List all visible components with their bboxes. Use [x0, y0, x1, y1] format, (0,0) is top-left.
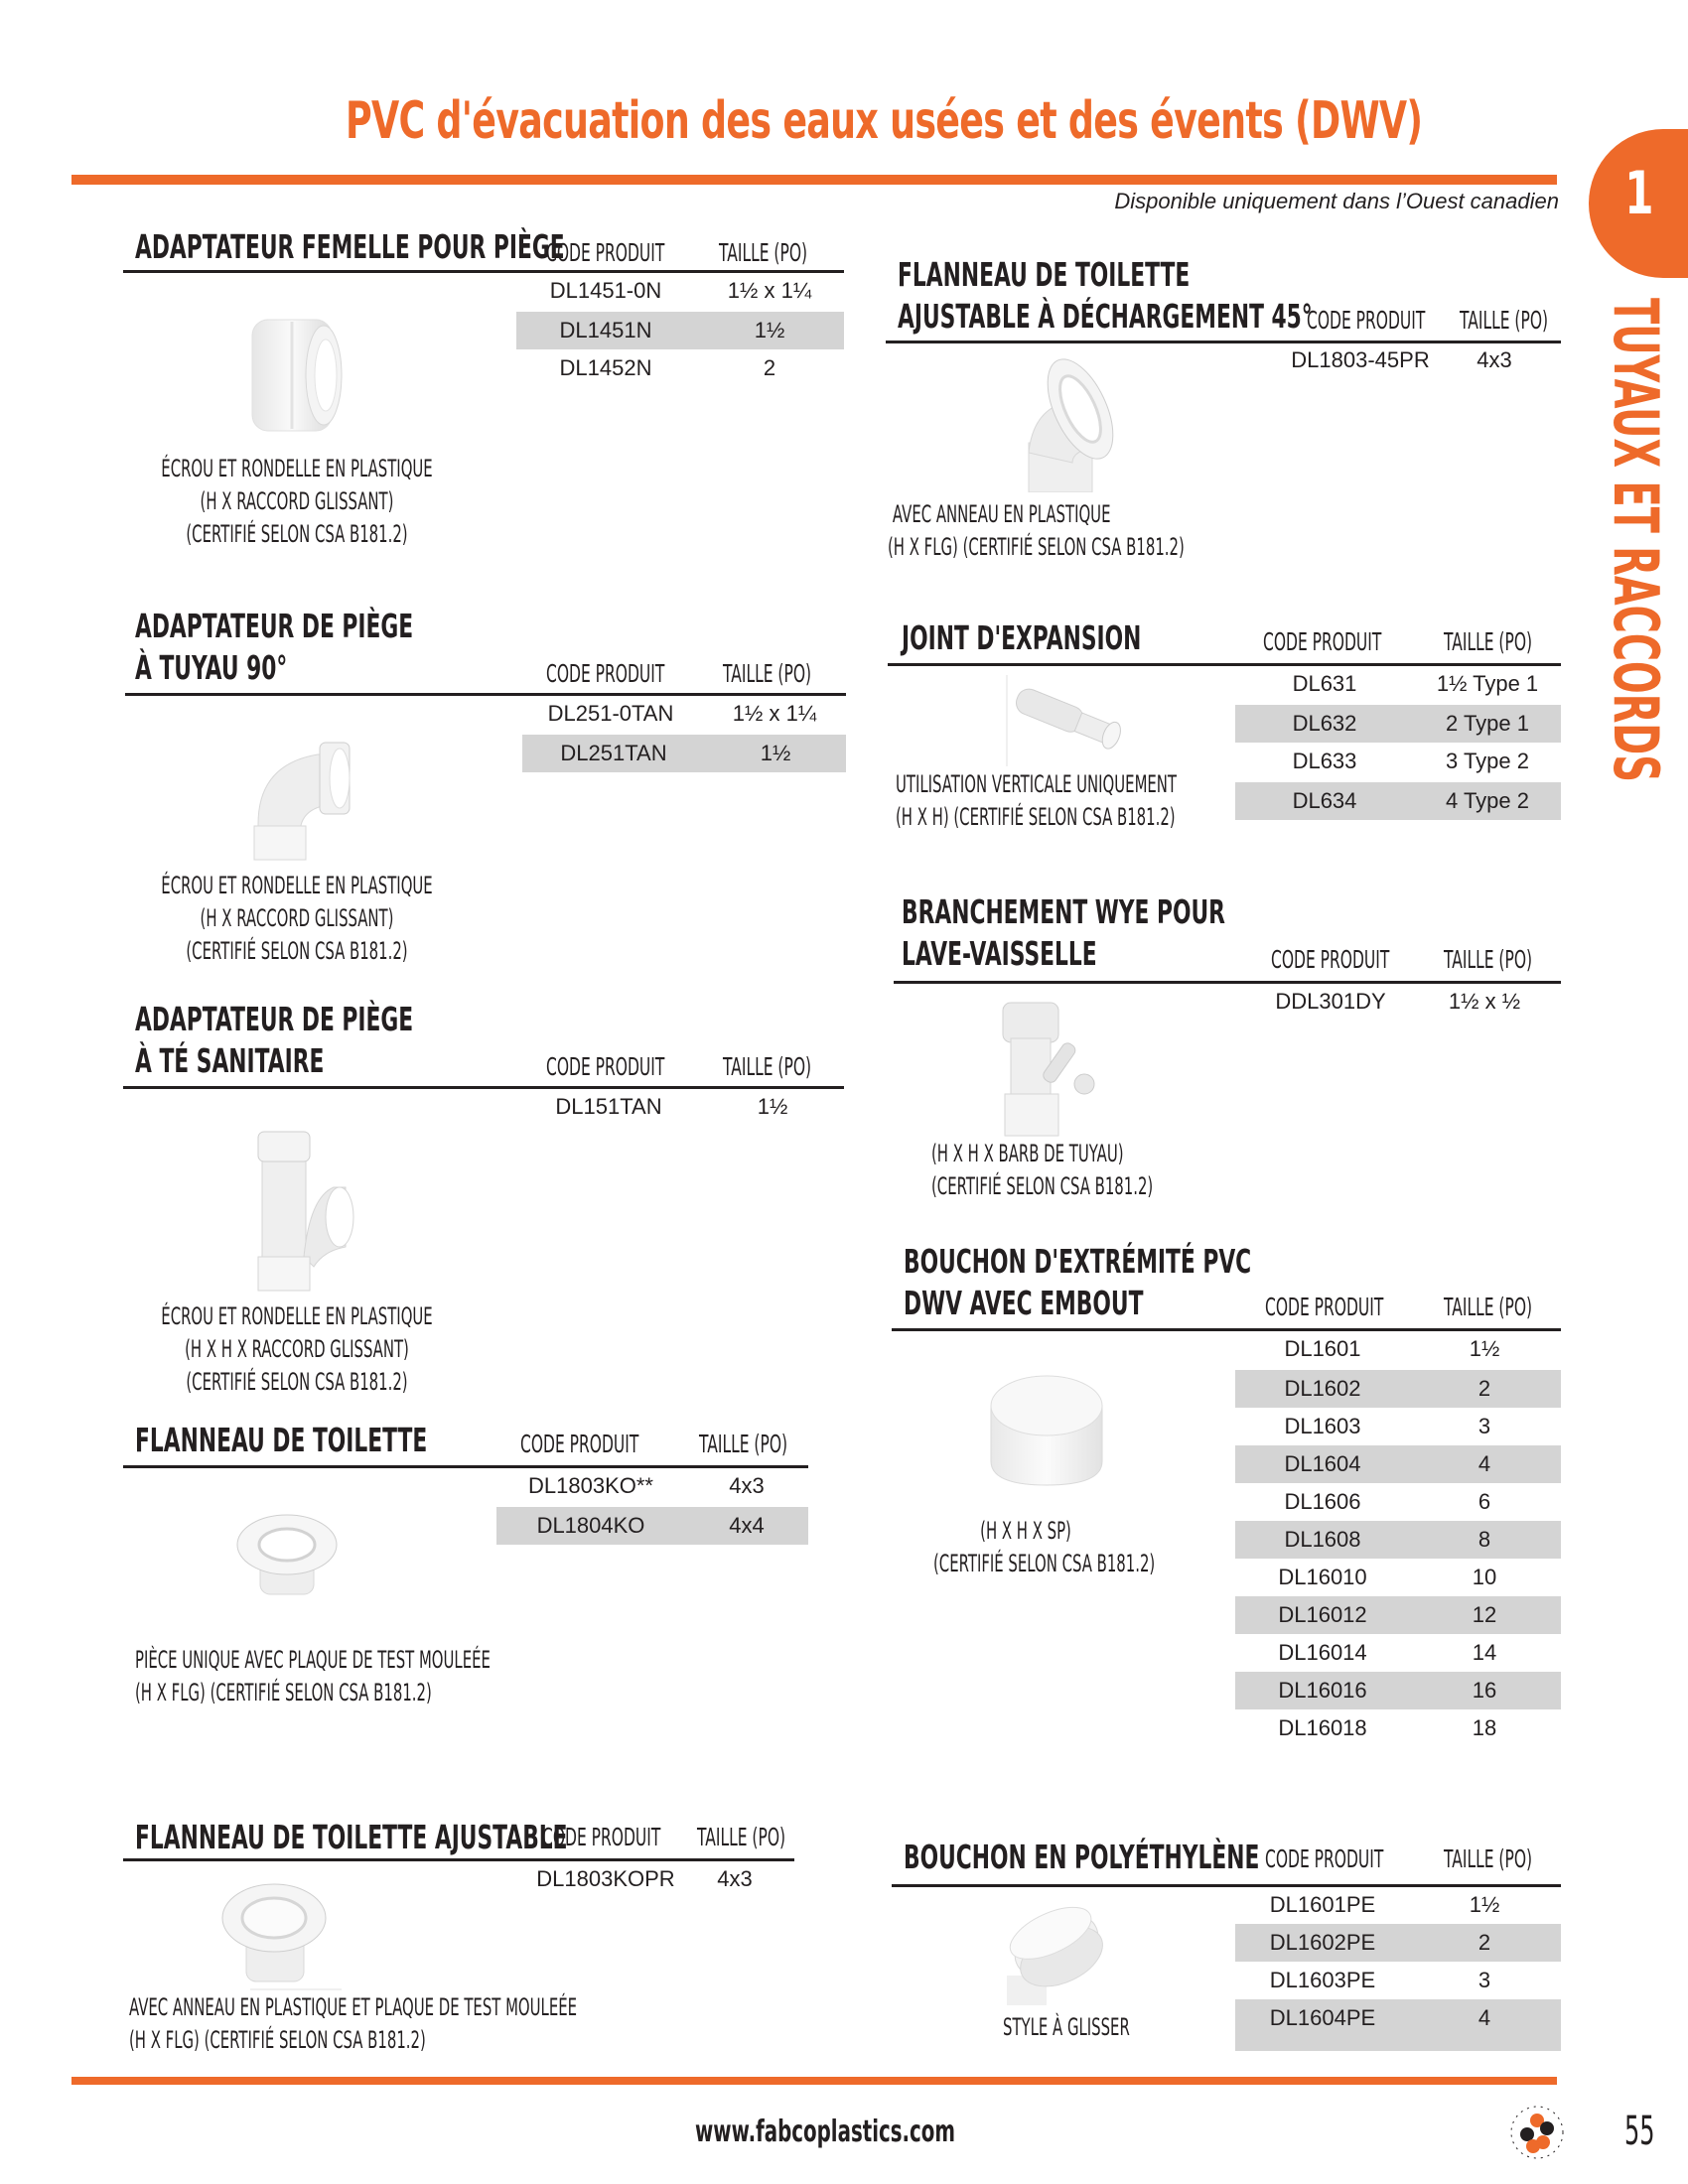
product-description: AVEC ANNEAU EN PLASTIQUE ET PLAQUE DE TEST MOULEÉE (H X FLG) (CERTIFIÉ SELON CSA B181.2) [129, 1993, 578, 2054]
page-number: 55 [1624, 2109, 1655, 2154]
table-row: DL632 2 Type 1 [1235, 705, 1561, 743]
table-row: DL16018 18 [1278, 1715, 1497, 1740]
section-title-branchement-wye: BRANCHEMENT WYE POUR LAVE-VAISSELLE [902, 892, 1225, 973]
table-row: DL1604PE 4 [1235, 1999, 1561, 2051]
column-header-code: CODE PRODUIT [546, 1052, 665, 1081]
column-header-size: TAILLE (PO) [697, 1823, 786, 1851]
column-header-code: CODE PRODUIT [520, 1430, 639, 1458]
table-row: DL16016 16 [1235, 1672, 1561, 1709]
table-row: DL1601PE 1½ [1269, 1892, 1500, 1917]
table-row: DL16012 12 [1235, 1596, 1561, 1634]
column-header-code: CODE PRODUIT [542, 1823, 661, 1851]
section-title-bouchon-polyethylene: BOUCHON EN POLYÉTHYLÈNE [904, 1838, 1260, 1876]
column-header-size: TAILLE (PO) [723, 659, 812, 688]
table-row: DL1451N 1½ [516, 312, 844, 349]
column-header-code: CODE PRODUIT [546, 238, 665, 267]
column-header-size: TAILLE (PO) [723, 1052, 812, 1081]
table-row: DL633 3 Type 2 [1292, 749, 1529, 773]
elbow-90-image [248, 735, 357, 864]
header-divider [71, 175, 1557, 185]
availability-note: Disponible uniquement dans l’Ouest canadien [1114, 189, 1559, 213]
column-header-size: TAILLE (PO) [1460, 306, 1549, 335]
table-row: DL16014 14 [1278, 1640, 1497, 1665]
column-header-size: TAILLE (PO) [699, 1430, 788, 1458]
column-header-size: TAILLE (PO) [1444, 627, 1533, 656]
page-title: PVC d'évacuation des eaux usées et des évents (DWV) [346, 91, 1423, 151]
section-title-joint-expansion: JOINT D'EXPANSION [902, 618, 1142, 657]
end-cap-image [983, 1370, 1112, 1489]
chapter-number: 1 [1624, 159, 1654, 228]
column-header-size: TAILLE (PO) [1444, 945, 1533, 974]
column-header-code: CODE PRODUIT [1263, 627, 1382, 656]
chapter-label: TUYAUX ET RACCORDS [1600, 298, 1672, 782]
column-header-size: TAILLE (PO) [719, 238, 808, 267]
table-row: DL1451-0N 1½ x 1¼ [549, 278, 812, 303]
fabco-logo-icon [1509, 2105, 1565, 2160]
section-title-adaptateur-90: ADAPTATEUR DE PIÈGE À TUYAU 90° [135, 607, 414, 687]
column-header-code: CODE PRODUIT [1265, 1844, 1384, 1873]
product-description: AVEC ANNEAU EN PLASTIQUE (H X FLG) (CERTIFIÉ SELON CSA B181.2) [888, 500, 1185, 561]
table-row: DL634 4 Type 2 [1235, 782, 1561, 820]
table-row: DL1602 2 [1235, 1370, 1561, 1408]
table-row: DDL301DY 1½ x ½ [1275, 989, 1521, 1014]
table-row: DL16010 10 [1278, 1565, 1497, 1589]
product-description: UTILISATION VERTICALE UNIQUEMENT (H X H) (CERTIFIÉ SELON CSA B181.2) [896, 770, 1178, 831]
product-description: STYLE À GLISSER [1003, 2013, 1130, 2041]
adjustable-flange-image [212, 1874, 342, 1993]
product-description: (H X H X SP) (CERTIFIÉ SELON CSA B181.2) [933, 1517, 1156, 1577]
product-description: (H X H X BARB DE TUYAU) (CERTIFIÉ SELON CSA B181.2) [931, 1140, 1154, 1200]
section-title-flanneau-45: FLANNEAU DE TOILETTE AJUSTABLE À DÉCHARGEMENT 45° [898, 255, 1313, 336]
column-header-size: TAILLE (PO) [1444, 1293, 1533, 1321]
table-row: DL1803-45PR 4x3 [1291, 347, 1512, 372]
column-header-code: CODE PRODUIT [1265, 1293, 1384, 1321]
expansion-joint-image [1003, 675, 1132, 774]
table-row: DL1606 6 [1284, 1489, 1491, 1514]
table-row: DL1608 8 [1235, 1521, 1561, 1559]
section-title-te-sanitaire: ADAPTATEUR DE PIÈGE À TÉ SANITAIRE [135, 1000, 414, 1080]
table-row: DL1804KO 4x4 [496, 1507, 808, 1545]
product-description: ÉCROU ET RONDELLE EN PLASTIQUE (H X RACCORD GLISSANT) (CERTIFIÉ SELON CSA B181.2) [161, 872, 433, 965]
footer-divider [71, 2077, 1557, 2085]
product-description: ÉCROU ET RONDELLE EN PLASTIQUE (H X RACCORD GLISSANT) (CERTIFIÉ SELON CSA B181.2) [161, 455, 433, 548]
sanitary-tee-image [254, 1128, 363, 1297]
table-row: DL251TAN 1½ [522, 735, 846, 772]
dishwasher-wye-image [999, 999, 1108, 1138]
table-row: DL631 1½ Type 1 [1292, 671, 1539, 696]
column-header-code: CODE PRODUIT [546, 659, 665, 688]
column-header-size: TAILLE (PO) [1444, 1844, 1533, 1873]
product-description: ÉCROU ET RONDELLE EN PLASTIQUE (H X H X RACCORD GLISSANT) (CERTIFIÉ SELON CSA B181.2) [161, 1302, 433, 1396]
table-row: DL1603 3 [1284, 1414, 1491, 1438]
toilet-flange-image [232, 1505, 342, 1604]
section-title-flanneau-ajustable: FLANNEAU DE TOILETTE AJUSTABLE [135, 1818, 568, 1856]
flange-45-image [993, 353, 1122, 492]
table-row: DL1803KO** 4x3 [528, 1473, 765, 1498]
table-row: DL1452N 2 [559, 355, 776, 380]
table-row: DL1604 4 [1235, 1445, 1561, 1483]
table-row: DL1803KOPR 4x3 [536, 1866, 753, 1891]
section-title-adaptateur-femelle: ADAPTATEUR FEMELLE POUR PIÈGE [135, 227, 565, 266]
table-row: DL1601 1½ [1284, 1336, 1500, 1361]
website-link[interactable]: www.fabcoplastics.com [695, 2115, 955, 2149]
table-row: DL1603PE 3 [1269, 1968, 1491, 1992]
column-header-code: CODE PRODUIT [1307, 306, 1426, 335]
section-title-bouchon-extremite: BOUCHON D'EXTRÉMITÉ PVC DWV AVEC EMBOUT [904, 1242, 1252, 1322]
polyethylene-cap-image [1007, 1896, 1106, 2005]
table-row: DL151TAN 1½ [555, 1094, 788, 1119]
table-row: DL251-0TAN 1½ x 1¼ [547, 701, 817, 726]
table-row: DL1602PE 2 [1235, 1924, 1561, 1962]
female-trap-adapter-image [246, 310, 346, 439]
column-header-code: CODE PRODUIT [1271, 945, 1390, 974]
section-title-flanneau: FLANNEAU DE TOILETTE [135, 1421, 428, 1459]
product-description: PIÈCE UNIQUE AVEC PLAQUE DE TEST MOULEÉE (H X FLG) (CERTIFIÉ SELON CSA B181.2) [135, 1646, 491, 1706]
